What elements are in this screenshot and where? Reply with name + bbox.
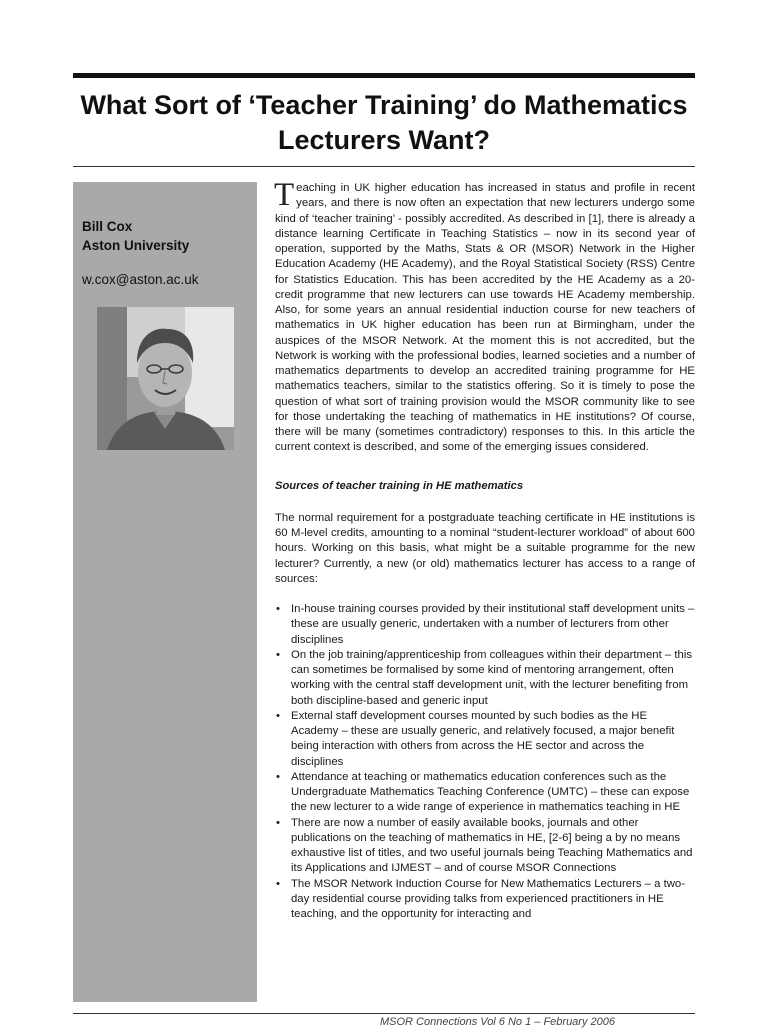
top-rule (73, 73, 695, 78)
list-item: • Attendance at teaching or mathematics education conferences such as the Undergraduate Mathematics Teaching Conference (UMTC) – these can expose the new lecturer to a wide range of experience in mathematics teaching in HE (275, 770, 695, 816)
list-item: • In-house training courses provided by their institutional staff development units – these are usually generic, undertaken with a number of lecturers from other disciplines (275, 602, 695, 648)
author-affiliation: Aston University (82, 238, 190, 253)
body-paragraph: The normal requirement for a postgraduate teaching certificate in HE institutions is 60 M-level credits, amounting to a nominal “student-lecturer workload” of about 600 hours. Working on this basis, what might be a suitable programme for the new lecturer? Currently, a new (or old) mathematics lecturer has access to a range of sources: (275, 511, 695, 585)
bottom-rule (73, 1013, 695, 1014)
list-item: • External staff development courses mounted by such bodies as the HE Academy – these are usually generic, and relatively focused, a major benefit being interaction with others from across the HE sector and across the disciplines (275, 709, 695, 770)
sources-list (275, 602, 695, 922)
section-heading: Sources of teacher training in HE mathematics (275, 479, 524, 492)
list-item: • The MSOR Network Induction Course for New Mathematics Lecturers – a two-day residential course providing talks from experienced practitioners in HE teaching, and the opportunity for interacting and (275, 877, 695, 923)
author-email: w.cox@aston.ac.uk (82, 272, 199, 287)
title-rule (73, 166, 695, 167)
intro-text: eaching in UK higher education has increased in status and profile in recent years, and there is now often an expectation that new lecturers undergo some kind of ‘teacher training’ - possibly accredited. As described in [1], there is already a distance learning Certificate in Teaching Statistics – now in its second year of operation, supported by the Maths, Stats & OR (MSOR) Network in the Higher Education Academy (HE Academy), and the Royal Statistical Society (RSS) Centre for Statistics Education. This has been accredited by the HE Academy as a 20-credit programme that new lecturers can use towards HE Academy membership. Also, for some years an annual residential induction course for new teachers of mathematics in UK higher education has been run at Birmingham, under the auspices of the MSOR Network. At the moment this is not accredited, but the Network is working with the professional bodies, learned societies and a number of mathematics departments to develop an accredited training programme for HE mathematics teachers, similar to the statistics offering. So it is timely to pose the question of what sort of training provision would the MSOR community like to see for those undertaking the teaching of mathematics in HE institutions? Of course, there will be many (sometimes contradictory) responses to this. In this article the current context is described, and some of the emerging issues considered. (275, 182, 695, 454)
author-sidebar (73, 182, 257, 1002)
article-body (274, 177, 695, 922)
author-name: Bill Cox (82, 219, 133, 234)
list-item: • There are now a number of easily available books, journals and other publications on the teaching of mathematics in HE, [2-6] being a by no means exhaustive list of titles, and two useful journals being Teaching Mathematics and its Applications and IJMEST – and of course MSOR Connections (275, 816, 695, 877)
article-title: What Sort of ‘Teacher Training’ do Mathematics Lecturers Want? (80, 90, 688, 155)
drop-cap: T (274, 177, 295, 213)
page-footer: MSOR Connections Vol 6 No 1 – February 2006 (380, 1016, 615, 1028)
intro-paragraph (274, 177, 695, 456)
list-item: • On the job training/apprenticeship from colleagues within their department – this can sometimes be formalised by some kind of mentoring arrangement, often working with the central staff development unit, with the lecturer benefiting from both discipline-based and generic input (275, 648, 695, 709)
author-photo (97, 307, 234, 450)
